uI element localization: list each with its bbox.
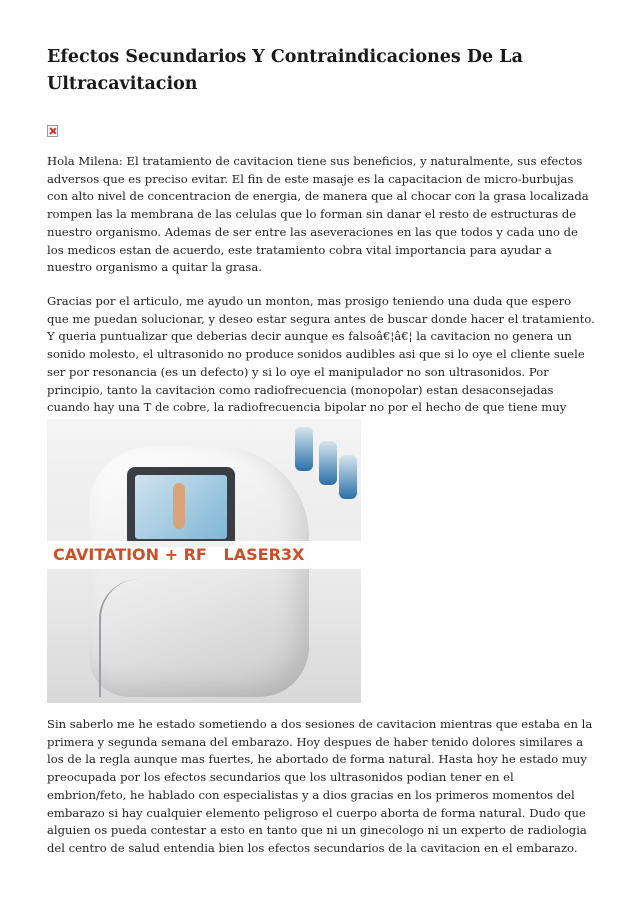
paragraph-3: Sin saberlo me he estado sometiendo a dos sesiones de cavitacion mientras que estaba en la primera y segunda semana del embarazo. Hoy despues de haber tenido dolores similares a los de la regla aunque mas fuertes, he abortado de forma natural. Hasta hoy he estado muy preocupada por los efectos secundarios que los ultrasonidos podian tener en el embrion/feto, he hablado con especialistas y a dios gracias en los primeros momentos del embarazo si hay cualquier elemento peligroso el cuerpo aborta de forma natural. Dudo que alguien os pueda contestar a esto en tanto que ni un ginecologo ni un experto de radiologia del centro de salud entendia bien los efectos secundarios de la cavitacion en el embarazo. — [47, 717, 593, 855]
body-figure-icon — [173, 483, 185, 529]
page-title: Efectos Secundarios Y Contraindicaciones De La Ultracavitacion — [47, 47, 523, 94]
broken-image-icon — [47, 125, 58, 137]
cable — [99, 579, 161, 697]
screen-display — [135, 475, 227, 539]
machine-screen — [127, 467, 235, 547]
cavitation-machine-image — [47, 419, 361, 703]
paragraph-2: Gracias por el articulo, me ayudo un monton, mas prosigo teniendo una duda que espero que me puedan solucionar, y deseo estar segura antes de buscar donde hacer el tratamiento. Y queria puntualizar que deberias decir aunque es falsoâ€¦â€¦ la cavitacion no genera un sonido molesto, el ultrasonido no produce sonidos audibles asi que si lo oye el cliente suele ser por resonancia (es un defecto) y si lo oye el manipulador no son ultrasonidos. Por principio, tanto la cavitacion como radiofrecuencia (monopolar) estan desaconsejadas cuando hay una T de cobre, la radiofrecuencia bipolar no por el hecho de que tiene muy — [47, 294, 595, 415]
handpiece-icon — [319, 441, 337, 485]
handpiece-icon — [295, 427, 313, 471]
handpiece-icon — [339, 455, 357, 499]
image-caption: CAVITATION + RF LASER3X — [47, 541, 361, 569]
paragraph-1: Hola Milena: El tratamiento de cavitacion tiene sus beneficios, y naturalmente, sus efectos adversos que es preciso evitar. El fin de este masaje es la capacitacion de micro-burbujas con alto nivel de concentracion de energia, de manera que al chocar con la grasa localizada rompen las la membrana de las celulas que lo forman sin danar el resto de estructuras de nuestro organismo. Ademas de ser entre las aseveraciones en las que todos y cada uno de los medicos estan de acuerdo, este tratamiento cobra vital importancia para ayudar a nuestro organismo a quitar la grasa. — [47, 154, 589, 275]
